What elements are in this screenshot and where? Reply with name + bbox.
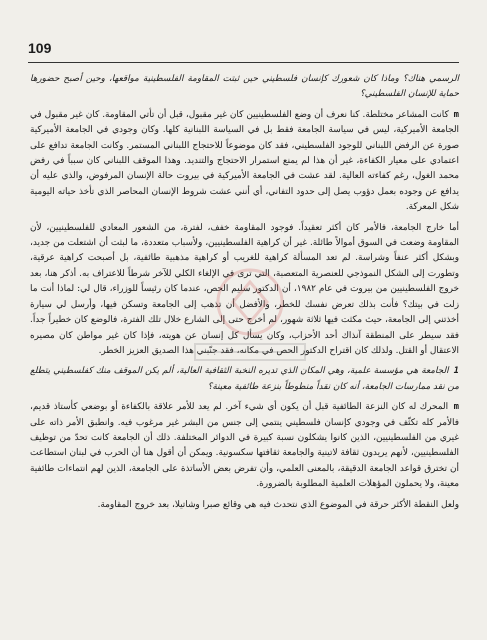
answer-paragraph-2 bbox=[30, 400, 459, 492]
answer-marker-2: m bbox=[453, 402, 459, 413]
question-continuation: الرسمي هناك؟ وماذا كان شعورك كإنسان فلسطيني حين ثبتت المقاومة الفلسطينية مواقعها، وحين أصبح حضورها حماية للإنسان الفلسطيني؟ bbox=[30, 74, 459, 100]
answer-text: كانت المشاعر مختلطة. كنا نعرف أن وضع الفلسطينيين كان غير مقبول، قبل أن تأتي المقاومة. كان غير مقبول في الجامعة الأميركية، ليس في سياسة الجامعة فقط بل في السياسة اللبنانية كلها. وكان وجودي في الجامعة الأميركية صورة عن الرفض اللبناني للوجود الفلسطيني، فقد كان موضوعاً للاحتجاج اللبناني المستمر. وكانت الجامعة تدافع على اعتمادي على معيار الكفاءة، غير أن هذا لم يمنع استمرار الاحتجاج والتنديد. وهذا الموقف اللبناني كان سبباً في رفض محمد الغول، رغم كفاءته العالية. لقد عشت في الجامعة الأميركية في بيروت حالة الإنسان المرفوض، والذي عليه أن يدافع عن وجوده بعمل دؤوب يصل إلى حدود التفاني، أي أنني عشت شروط الإنسان المحاصر الذي تأخذ حياته اليومية شكل المعركة. bbox=[30, 109, 459, 213]
question-text: الجامعة هي مؤسسة علمية، وهي المكان الذي تديره النخبة الثقافية العالية، ألم يكن الموقف منك كفلسطيني يتطلع من نقد ممارسات الجامعة، أنه كان نقداً منطوطاً بنزعة طائفية معينة؟ bbox=[30, 366, 459, 392]
page-body bbox=[30, 72, 459, 518]
answer-marker: m bbox=[453, 109, 459, 120]
page-number: 109 bbox=[28, 40, 52, 56]
answer-paragraph bbox=[30, 108, 459, 216]
question-marker: 1 bbox=[453, 366, 460, 377]
question-paragraph bbox=[30, 364, 459, 395]
closing-question: ولعل النقطة الأكثر حرقة في الموضوع الذي نتحدث فيه هي وقائع صبرا وشاتيلا، بعد خروج المقاومة. bbox=[97, 499, 459, 510]
answer-text-2: المحرك له كان النزعة الطائفية قبل أن يكون أي شيء آخر. لم يعد للأمر علاقة بالكفاءة أو بوضعي كأستاذ قديم، فالأمر كله تكثّف في وجودي كإنسان فلسطيني ينتمي إلى جنس من البشر غير مرغوب فيه. وانطبق الأمر ذاته على غيري من الفلسطينيين، الذين كانوا يشكلون نسبة كبيرة في الدوائر المختلفة. ذلك أن الجامعة كانت تحدّ من توظيف الفلسطينيين، لأنهم يريدون ثقافة لاتينية والجامعة ثقافتها سكسونية. ويمكن أن أقول هنا أن الحرب في لبنان استطاعت أن تخترق قواعد الجامعة الدقيقة، بالمعنى العلمي، وأن تفرض بعض الأساتذة على الجامعة، الذين لهم انتماءات طائفية معينة، ولا يحملون المؤهلات العلمية المطلوبة بالضرورة. bbox=[30, 402, 459, 490]
answer-paragraph-continued: أما خارج الجامعة، فالأمر كان أكثر تعقيداً. فوجود المقاومة خفف، لفترة، من الشعور المعادي للفلسطينيين، لأن المقاومة وضعت في السوق أموالاً طائلة. غير أن كراهية الفلسطينيين، ولأسباب متعددة، ما لبثت أن اشتعلت من جديد، وبشكل أكثر عنفاً وشراسة. لم تعد المسألة كراهية للغريب أو كراهية مذهبية طائفية، بل أصبحت كراهية عرقية، وتطورت إلى الشكل النموذجي للعنصرية المتعصبة، التي ترى في الإلغاء الكلي للآخر شرطاً للاعتراف به. أذكر هنا، بعد خروج الفلسطينيين من بيروت في عام ١٩٨٢، أن الدكتور سليم الحص، عندما كان رئيساً للوزراء، قال لي: لماذا أنت ما زلت في بيتك؟ فأنت بذلك تعرض نفسك للخطر، والأفضل أن تذهب إلى الجامعة وتسكن فيها، وأرسل لي سيارة أخذتني إلى الجامعة، حيث مكثت فيها ثلاثة شهور، لم أخرج حتى إلى الشارع خلال تلك الفترة، فالوضع كان خطيراً جداً. فقد سيطر على المنطقة آنذاك أحد الأحزاب، وكان يسأل كل إنسان عن هويته، فإذا كان غير مواطن كان مصيره الاعتقال أو القتل. ولذلك كان اقتراح الدكتور الحص في مكانه، فقد جنّبني هذا الصديق العزيز الخطر. bbox=[30, 222, 460, 356]
header-rule bbox=[28, 62, 459, 63]
